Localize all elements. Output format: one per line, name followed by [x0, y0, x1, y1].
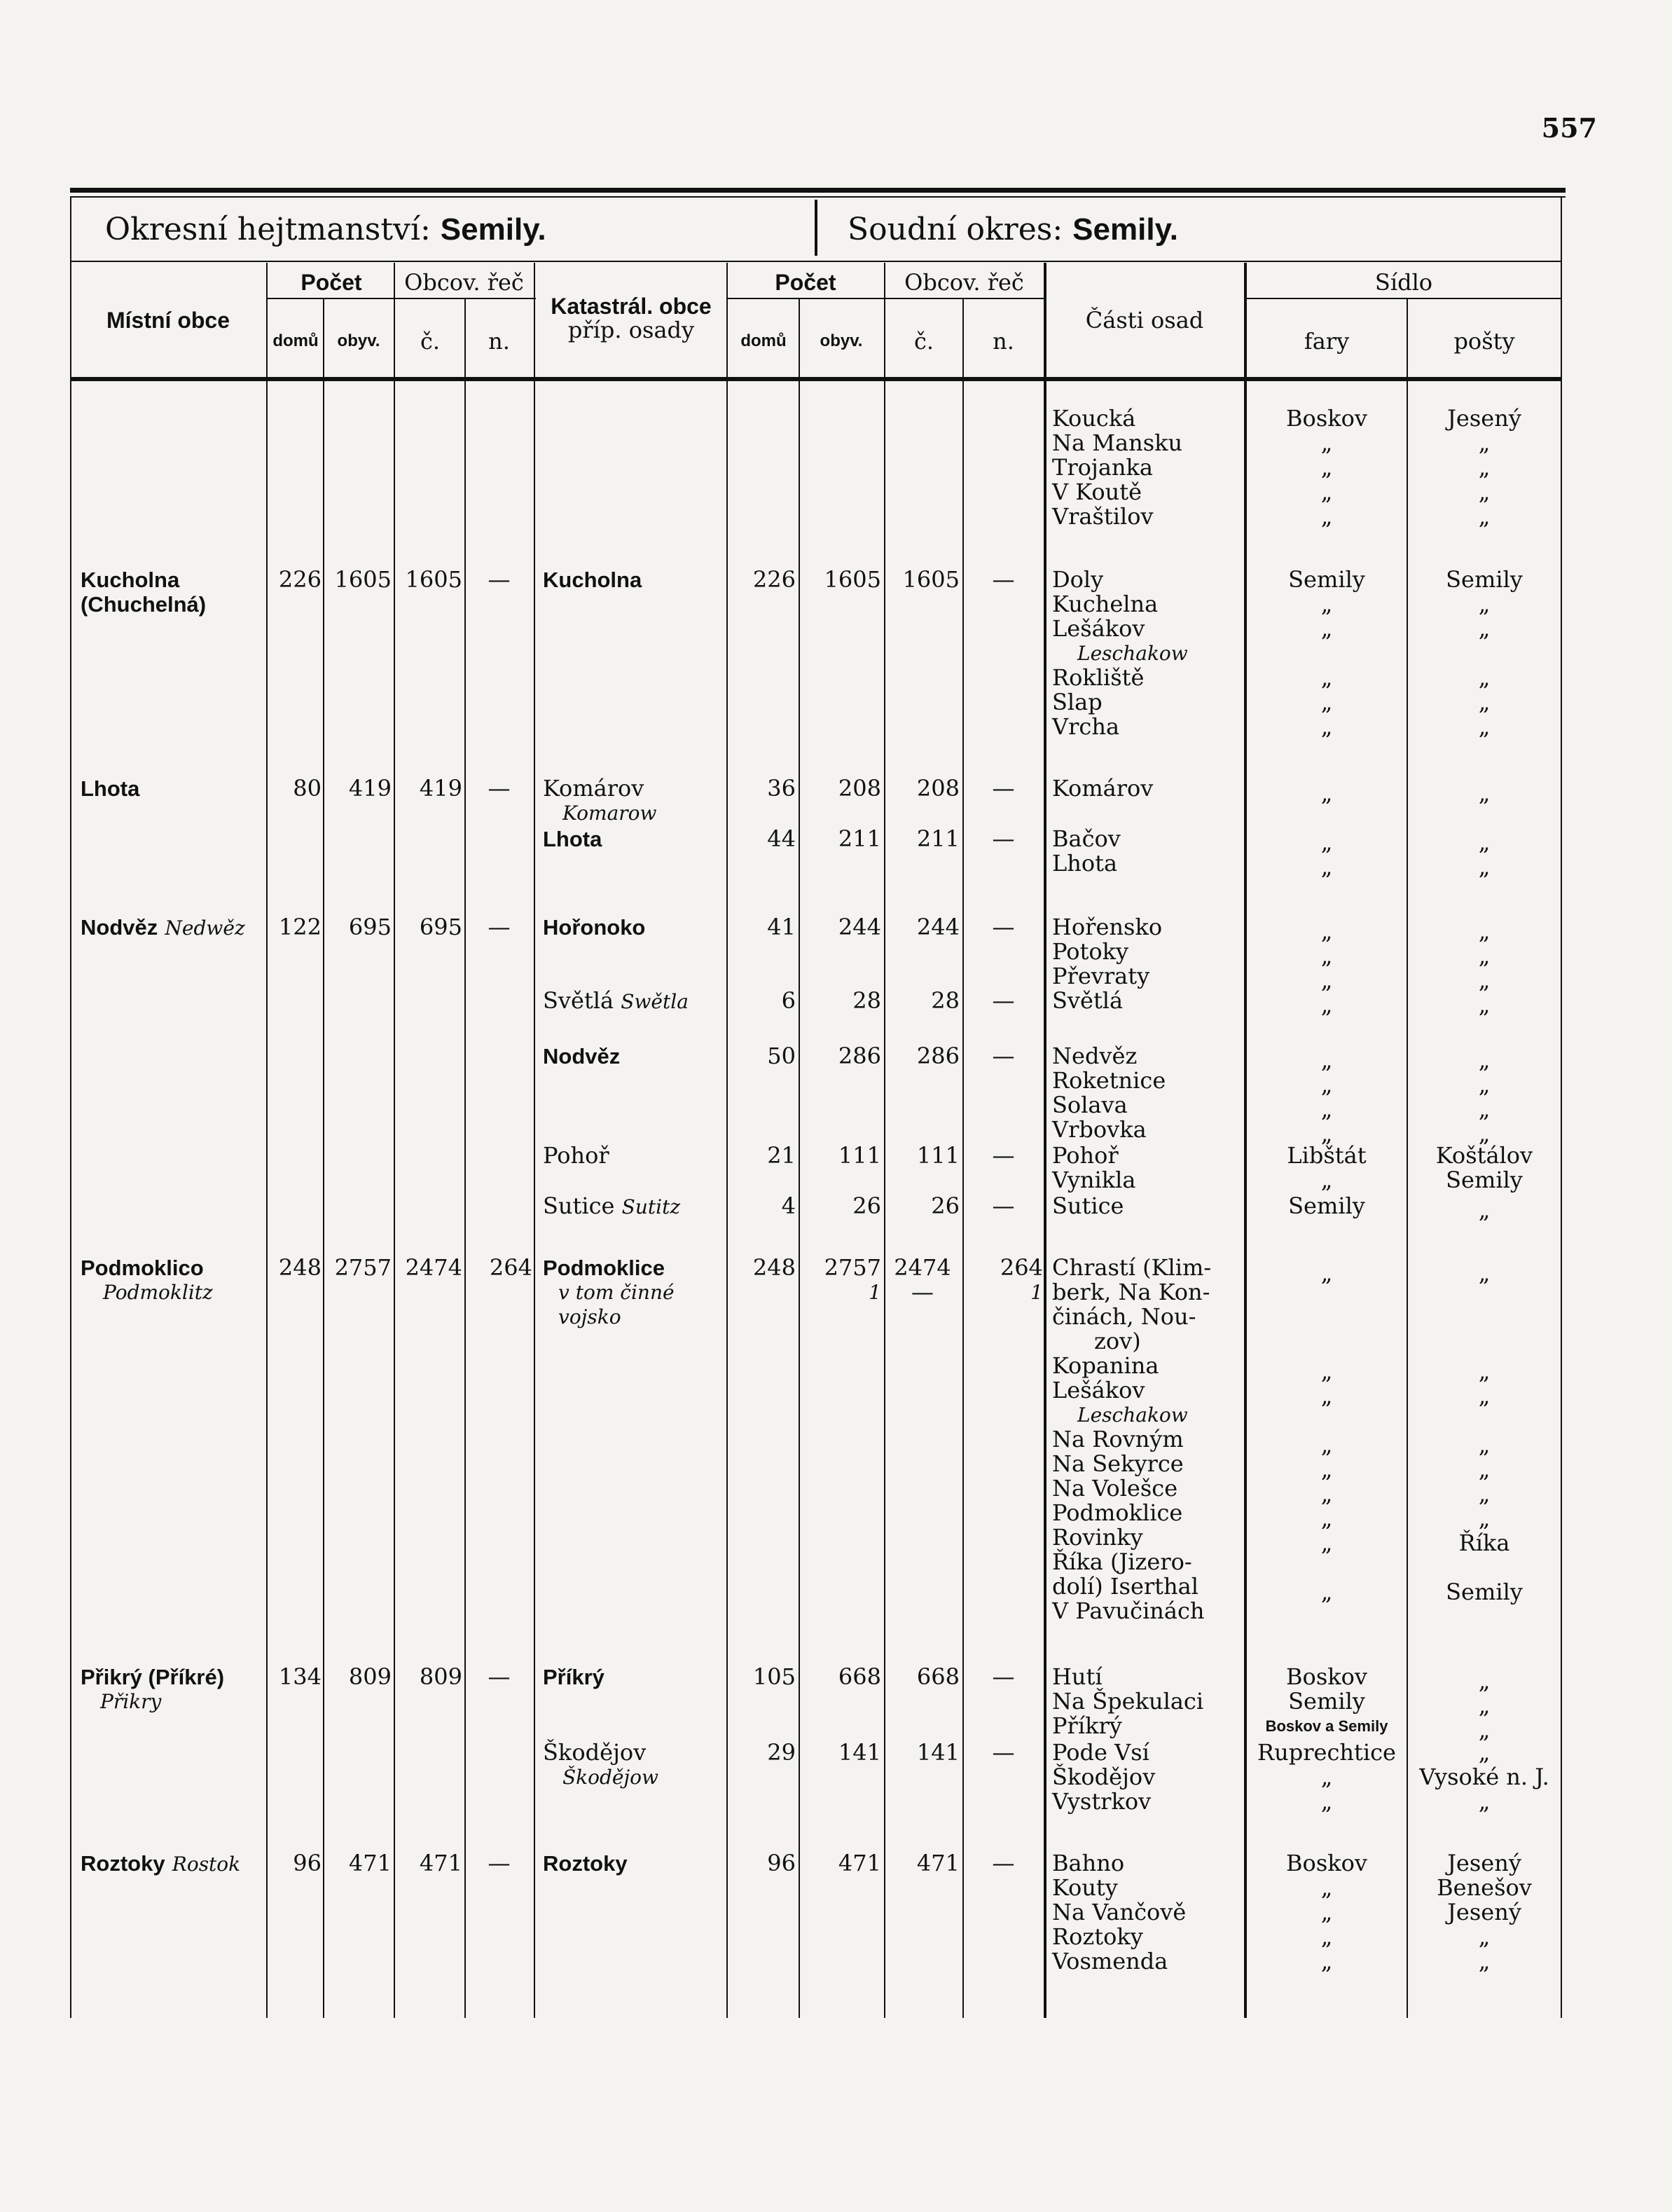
casti-list: Pode Vsí Škodějov Vystrkov [1052, 1739, 1156, 1815]
obec-name: Nodvěz Nedwěz [81, 915, 245, 940]
posty-list: Semily „ „ „ „ „ [1446, 566, 1523, 740]
obyv: 471 [348, 1850, 392, 1876]
domu: 122 [278, 914, 322, 940]
k-n: — [992, 1142, 1015, 1169]
casti: Komárov [1052, 775, 1154, 802]
sub-rule-3 [1245, 298, 1561, 299]
posty: „ [1478, 780, 1491, 806]
k-domu: 105 [752, 1663, 796, 1690]
casti-list: Doly Kuchelna Lešákov Leschakow Rokliště Slap Vrcha [1052, 566, 1188, 740]
k-c: 668 [916, 1663, 960, 1690]
col-posty: pošty [1453, 328, 1515, 355]
katastr: Roztoky [543, 1851, 628, 1876]
domu: 226 [278, 566, 322, 593]
posty-list: „ Vysoké n. J. „ [1419, 1739, 1549, 1815]
casti: Sutice [1052, 1193, 1124, 1219]
k-domu: 226 [752, 566, 796, 593]
posty-list: Jesený „ „ „ „ [1447, 405, 1521, 530]
casti-list: Hutí Na Špekulaci Příkrý [1052, 1663, 1204, 1739]
katastr: Hořonoko [543, 915, 646, 940]
col-n-2: n. [993, 328, 1014, 355]
top-rule-thin [70, 196, 1566, 198]
obcov-n: 264 [489, 1254, 532, 1281]
k-n: 264 1 [1000, 1254, 1043, 1304]
col-obyv-2: obyv. [820, 331, 863, 350]
fary-list: „ „ „ [1320, 918, 1333, 994]
col-c: č. [420, 328, 441, 355]
k-n: — [992, 1663, 1015, 1690]
k-n: — [992, 566, 1015, 593]
k-c: 26 [931, 1193, 960, 1219]
page-number: 557 [1541, 112, 1597, 144]
k-n: — [992, 914, 1015, 940]
k-obyv: 26 [852, 1193, 881, 1219]
posty: „ [1478, 991, 1491, 1018]
col-obcov-rec-2: Obcov. řeč [904, 269, 1024, 296]
k-n: — [992, 1043, 1015, 1069]
k-obyv: 244 [838, 914, 881, 940]
k-c: 211 [916, 825, 960, 852]
k-domu: 29 [767, 1739, 796, 1766]
k-obyv: 1605 [824, 566, 881, 593]
col-sidlo: Sídlo [1374, 269, 1433, 296]
obyv: 2757 [334, 1254, 392, 1281]
k-c: 28 [931, 987, 960, 1014]
k-c: 208 [916, 775, 960, 802]
obcov-c: 419 [419, 775, 462, 802]
col-obcov-rec: Obcov. řeč [404, 269, 524, 296]
posty-list: „ „ „ „ [1478, 1047, 1491, 1147]
k-n: — [992, 1739, 1015, 1766]
obyv: 809 [348, 1663, 392, 1690]
sep [394, 263, 395, 2018]
col-domu-2: domů [740, 331, 787, 350]
sep [266, 263, 268, 2018]
top-rule [70, 188, 1566, 193]
domu: 134 [278, 1663, 322, 1690]
fary-list: Boskov „ „ „ „ [1286, 1850, 1367, 1974]
sep [534, 263, 535, 2018]
fary-list: Boskov „ „ „ „ [1286, 405, 1367, 530]
k-n: — [992, 987, 1015, 1014]
katastr: Světlá Swětla [543, 987, 689, 1014]
katastr: Pohoř [543, 1142, 609, 1169]
k-n: — [992, 1850, 1015, 1876]
sub-rule-1 [266, 298, 536, 299]
k-obyv: 28 [852, 987, 881, 1014]
sep [1044, 263, 1046, 2018]
k-c: 111 [916, 1142, 960, 1169]
frame-left [70, 196, 71, 2018]
k-domu: 96 [767, 1850, 796, 1876]
k-obyv: 668 [838, 1663, 881, 1690]
posty-list: „ „ „ [1478, 918, 1491, 994]
k-n: — [992, 775, 1015, 802]
fary-list: „ „ [1320, 829, 1333, 880]
obyv: 1605 [334, 566, 392, 593]
fary-list: Semily „ „ „ „ „ [1288, 566, 1365, 740]
obcov-n: — [488, 1850, 511, 1876]
k-domu: 41 [767, 914, 796, 940]
k-n: — [992, 825, 1015, 852]
k-c: 244 [916, 914, 960, 940]
col-obyv: obyv. [337, 331, 380, 350]
k-domu: 4 [781, 1193, 796, 1219]
fary: „ [1320, 780, 1333, 806]
fary-list: Ruprechtice „ „ [1257, 1739, 1396, 1815]
katastr: Kucholna [543, 568, 642, 592]
obcov-c: 2474 [405, 1254, 462, 1281]
k-domu: 21 [767, 1142, 796, 1169]
k-obyv: 471 [838, 1850, 881, 1876]
obcov-n: — [488, 1663, 511, 1690]
col-katastr: Katastrál. obce příp. osady [551, 294, 712, 343]
col-pocet: Počet [300, 270, 362, 295]
k-n: — [992, 1193, 1015, 1219]
casti-list: Pohoř Vynikla [1052, 1142, 1136, 1193]
casti-list: Chrastí (Klim- berk, Na Kon- činách, Nou- zov) Kopanina Lešákov Leschakow Na Rovným Na Sekyrce Na Volešce Podmoklice Rovinky Říka (Jizero- dolí) Iserthal V Pavučinách [1052, 1254, 1212, 1624]
obec-name: Roztoky Rostok [81, 1851, 241, 1876]
col-c-2: č. [913, 328, 934, 355]
obec-name: Kucholna (Chuchelná) [81, 568, 207, 617]
header-rule [70, 261, 1562, 262]
obcov-c: 695 [419, 914, 462, 940]
obcov-c: 471 [419, 1850, 462, 1876]
k-obyv: 211 [838, 825, 881, 852]
col-mistni-obec: Místní obce [106, 308, 230, 333]
frame-right [1561, 196, 1562, 2018]
casti: Světlá [1052, 987, 1124, 1014]
obyv: 695 [348, 914, 392, 940]
fary-list: Boskov Semily Boskov a Semily [1265, 1663, 1388, 1735]
obec-name: Podmoklico Podmoklitz [81, 1256, 213, 1304]
sub-rule-2 [726, 298, 1045, 299]
fary-list: „ „ „ „ [1320, 1047, 1333, 1147]
header-divider [815, 200, 817, 256]
casti-list: Bačov Lhota [1052, 825, 1121, 877]
col-pocet-2: Počet [775, 270, 836, 295]
katastr: Škodějov Škodějow [543, 1739, 659, 1789]
obcov-n: — [488, 775, 511, 802]
posty-list: Jesený Benešov Jesený „ „ [1437, 1850, 1532, 1974]
casti-list: Hořensko Potoky Převraty [1052, 914, 1163, 989]
soudni-okres: Soudní okres: Semily. [848, 212, 1178, 247]
sep [464, 298, 466, 2018]
obyv: 419 [348, 775, 392, 802]
casti-list: Bahno Kouty Na Vančově Roztoky Vosmenda [1052, 1850, 1187, 1974]
k-obyv: 208 [838, 775, 881, 802]
fary-list: Libštát „ [1287, 1142, 1367, 1193]
sep [726, 263, 728, 2018]
k-domu: 50 [767, 1043, 796, 1069]
domu: 248 [278, 1254, 322, 1281]
k-domu: 6 [781, 987, 796, 1014]
k-c: 471 [916, 1850, 960, 1876]
domu: 80 [293, 775, 322, 802]
k-domu: 44 [767, 825, 796, 852]
katastr: Podmoklice v tom činné vojsko [543, 1256, 675, 1328]
fary-list: „ „ „ „ „ „ „ „ „ [1320, 1260, 1333, 1605]
obcov-n: — [488, 566, 511, 593]
col-casti-osad: Části osad [1085, 307, 1204, 334]
k-c: 286 [916, 1043, 960, 1069]
k-obyv: 141 [838, 1739, 881, 1766]
posty-list: „ „ „ „ „ „ „ Říka Semily [1446, 1260, 1523, 1605]
katastr: Nodvěz [543, 1044, 621, 1069]
k-obyv: 111 [838, 1142, 881, 1169]
col-n: n. [488, 328, 510, 355]
obec-name: Přikrý (Příkré) Přikry [81, 1665, 225, 1713]
posty-list: „ „ [1478, 829, 1491, 880]
col-domu: domů [272, 331, 319, 350]
katastr: Příkrý [543, 1665, 604, 1689]
k-obyv: 286 [838, 1043, 881, 1069]
col-fary: fary [1304, 328, 1350, 355]
fary: Semily [1288, 1193, 1365, 1219]
k-domu: 248 [752, 1254, 796, 1281]
obcov-c: 1605 [405, 566, 462, 593]
domu: 96 [293, 1850, 322, 1876]
casti-list: Nedvěz Roketnice Solava Vrbovka [1052, 1043, 1166, 1143]
obec-name: Lhota [81, 776, 140, 801]
posty-list: Koštálov Semily [1435, 1142, 1533, 1193]
katastr: Komárov Komarow [543, 775, 657, 825]
sep [323, 298, 324, 2018]
posty: „ [1478, 1197, 1491, 1223]
katastr: Sutice Sutitz [543, 1193, 681, 1219]
casti-list: Koucká Na Mansku Trojanka V Koutě Vraštilov [1052, 405, 1183, 530]
obcov-c: 809 [419, 1663, 462, 1690]
k-c: 1605 [902, 566, 960, 593]
k-obyv: 2757 1 [824, 1254, 881, 1304]
okres-hejtmanstvi: Okresní hejtmanství: Semily. [105, 212, 546, 247]
katastr: Lhota [543, 827, 602, 851]
k-domu: 36 [767, 775, 796, 802]
column-header-rule [70, 377, 1562, 381]
posty-list: „ „ „ [1478, 1668, 1491, 1743]
k-c: 141 [916, 1739, 960, 1766]
fary: „ [1320, 991, 1333, 1018]
k-c: 2474 — [894, 1254, 951, 1305]
obcov-n: — [488, 914, 511, 940]
